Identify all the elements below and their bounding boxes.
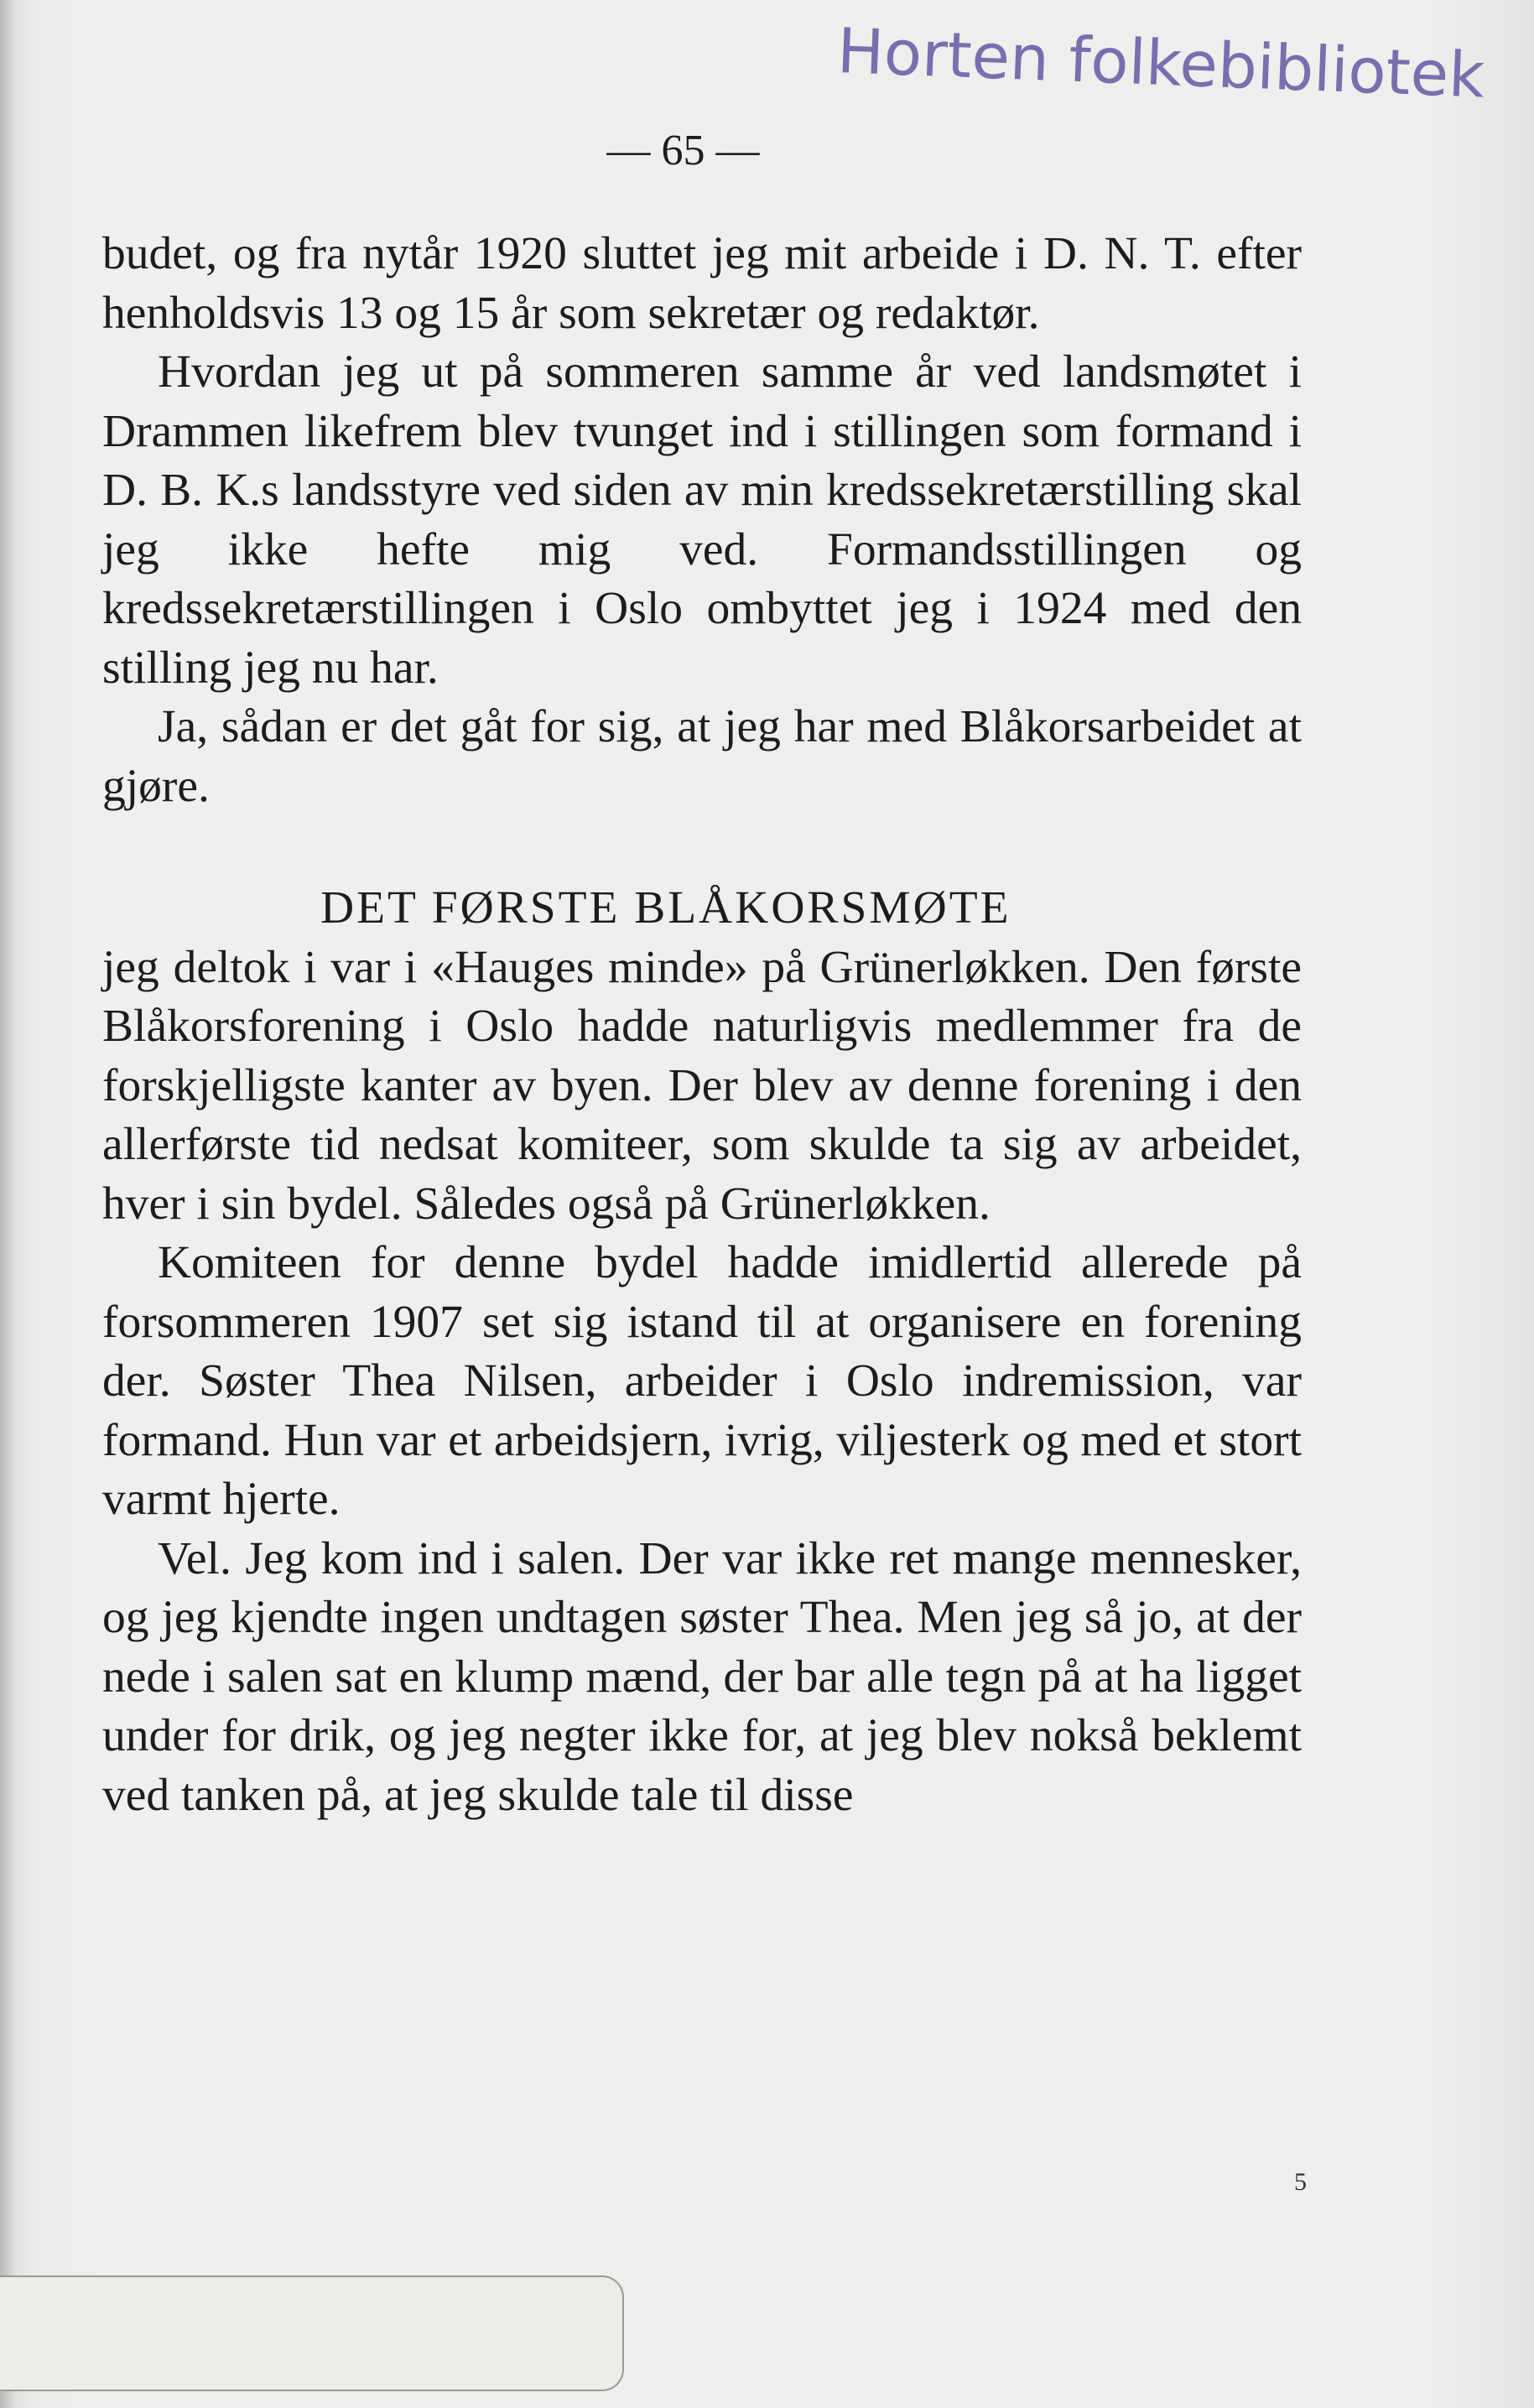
page-number: — 65 —: [606, 127, 760, 174]
section-heading: DET FØRSTE BLÅKORSMØTE: [320, 882, 1011, 934]
paragraph: jeg deltok i var i «Hauges minde» på Grünerløkken. Den første Blåkorsforening i Oslo hadde naturligvis medlemmer fra de forskjelligste kanter av byen. Der blev av denne forening i den allerførste tid nedsat komiteer, som skulde ta sig av arbeidet, hver i sin bydel. Således også på Grünerløkken.: [102, 941, 1302, 1230]
bookmark-tab: [0, 2275, 624, 2391]
paragraph: Hvordan jeg ut på sommeren samme år ved landsmøtet i Drammen likefrem blev tvunget ind i stillingen som formand i D. B. K.s landsstyre ved siden av min kredssekretærstilling skal jeg ikke hefte mig ved. Formandsstillingen og kredssekretærstillingen i Oslo ombyttet jeg i 1924 med den stilling jeg nu har.: [102, 346, 1302, 694]
paragraph: budet, og fra nytår 1920 sluttet jeg mit arbeide i D. N. T. efter henholdsvis 13 og 15 år som sekretær og redaktør.: [102, 228, 1302, 339]
signature-mark: 5: [1294, 2168, 1307, 2196]
body-text: [102, 225, 1302, 1825]
paragraph: Ja, sådan er det gåt for sig, at jeg har med Blåkorsarbeidet at gjøre.: [102, 701, 1302, 812]
spine-shadow: [0, 0, 15, 2408]
library-stamp: Horten folkebibliotek: [835, 15, 1486, 112]
paragraph: Vel. Jeg kom ind i salen. Der var ikke ret mange mennesker, og jeg kjendte ingen undtagen søster Thea. Men jeg så jo, at der nede i salen sat en klump mænd, der bar alle tegn på at ha ligget under for drik, og jeg negter ikke for, at jeg blev nokså beklemt ved tanken på, at jeg skulde tale til disse: [102, 1532, 1302, 1821]
paragraph: Komiteen for denne bydel hadde imidlertid allerede på forsommeren 1907 set sig istand til at organisere en forening der. Søster Thea Nilsen, arbeider i Oslo indremission, var formand. Hun var et arbeidsjern, ivrig, viljesterk og med et stort varmt hjerte.: [102, 1237, 1302, 1525]
